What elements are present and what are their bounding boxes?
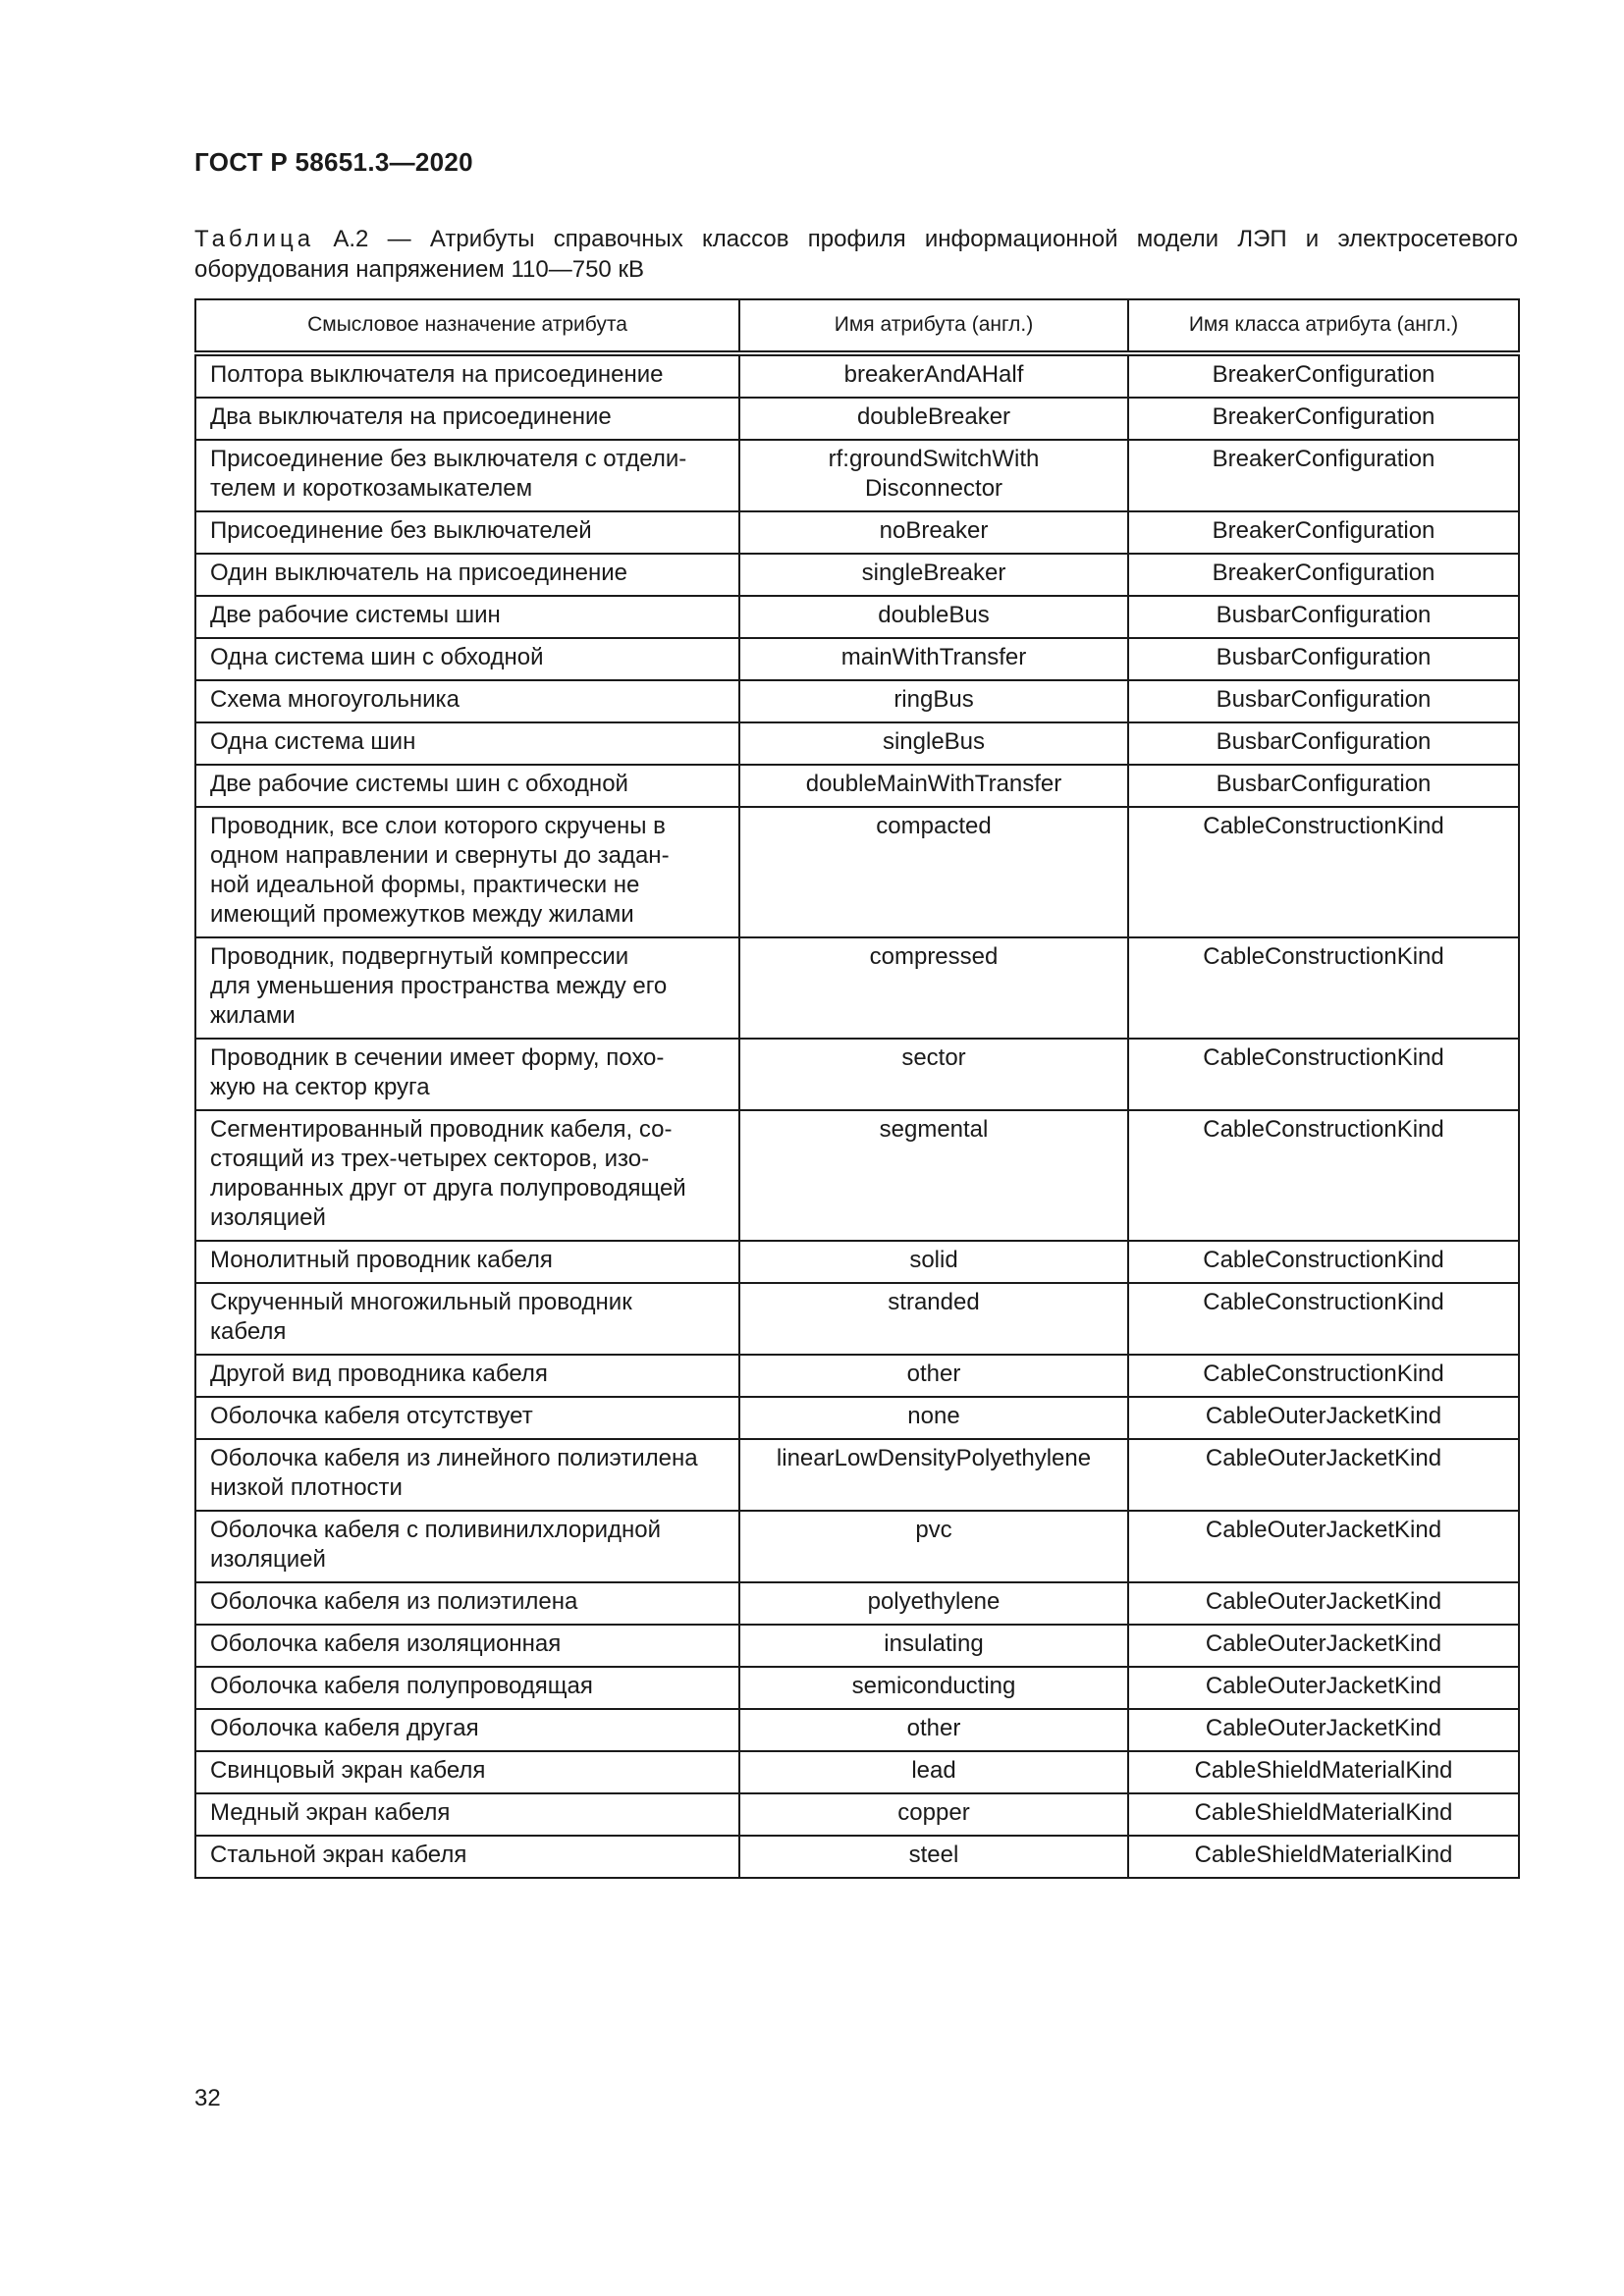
- cell-attribute-name: insulating: [739, 1625, 1128, 1667]
- cell-class-name: BreakerConfiguration: [1128, 511, 1519, 554]
- cell-class-name: BusbarConfiguration: [1128, 596, 1519, 638]
- cell-meaning: Сегментированный проводник кабеля, со- стоящий из трех-четырех секторов, изо- лированных друг от друга полупроводящей изоляцией: [195, 1110, 739, 1241]
- cell-attribute-name: doubleBreaker: [739, 398, 1128, 440]
- cell-meaning: Две рабочие системы шин с обходной: [195, 765, 739, 807]
- cell-meaning: Присоединение без выключателей: [195, 511, 739, 554]
- table-row: [195, 638, 1519, 680]
- table-row: [195, 1397, 1519, 1439]
- cell-class-name: CableOuterJacketKind: [1128, 1439, 1519, 1511]
- column-header-meaning: Смысловое назначение атрибута: [195, 299, 739, 353]
- cell-attribute-name: linearLowDensityPolyethylene: [739, 1439, 1128, 1511]
- cell-meaning: Медный экран кабеля: [195, 1793, 739, 1836]
- cell-meaning: Оболочка кабеля с поливинилхлоридной изоляцией: [195, 1511, 739, 1582]
- table-row: [195, 1836, 1519, 1878]
- table-row: [195, 1439, 1519, 1511]
- table-row: [195, 807, 1519, 937]
- column-header-class-name: Имя класса атрибута (англ.): [1128, 299, 1519, 353]
- cell-class-name: CableConstructionKind: [1128, 937, 1519, 1039]
- cell-meaning: Стальной экран кабеля: [195, 1836, 739, 1878]
- cell-meaning: Оболочка кабеля из линейного полиэтилена низкой плотности: [195, 1439, 739, 1511]
- column-header-attribute-name: Имя атрибута (англ.): [739, 299, 1128, 353]
- cell-attribute-name: lead: [739, 1751, 1128, 1793]
- cell-attribute-name: pvc: [739, 1511, 1128, 1582]
- cell-meaning: Полтора выключателя на присоединение: [195, 353, 739, 398]
- cell-attribute-name: copper: [739, 1793, 1128, 1836]
- table-row: [195, 1241, 1519, 1283]
- cell-attribute-name: mainWithTransfer: [739, 638, 1128, 680]
- table-caption-number: А.2: [333, 226, 369, 252]
- table-caption: [194, 224, 1518, 285]
- cell-attribute-name: other: [739, 1709, 1128, 1751]
- table-row: [195, 1110, 1519, 1241]
- table-row: [195, 765, 1519, 807]
- cell-meaning: Две рабочие системы шин: [195, 596, 739, 638]
- table-row: [195, 1751, 1519, 1793]
- cell-class-name: CableConstructionKind: [1128, 807, 1519, 937]
- cell-meaning: Оболочка кабеля отсутствует: [195, 1397, 739, 1439]
- table-row: [195, 1582, 1519, 1625]
- table-row: [195, 398, 1519, 440]
- attributes-table: [194, 298, 1520, 1879]
- table-row: [195, 1709, 1519, 1751]
- cell-class-name: CableOuterJacketKind: [1128, 1667, 1519, 1709]
- cell-attribute-name: other: [739, 1355, 1128, 1397]
- table-row: [195, 937, 1519, 1039]
- cell-meaning: Один выключатель на присоединение: [195, 554, 739, 596]
- cell-meaning: Оболочка кабеля изоляционная: [195, 1625, 739, 1667]
- cell-class-name: CableConstructionKind: [1128, 1110, 1519, 1241]
- cell-attribute-name: rf:groundSwitchWith Disconnector: [739, 440, 1128, 511]
- cell-class-name: CableConstructionKind: [1128, 1355, 1519, 1397]
- table-row: [195, 440, 1519, 511]
- table-row: [195, 1039, 1519, 1110]
- cell-class-name: CableShieldMaterialKind: [1128, 1751, 1519, 1793]
- cell-class-name: BreakerConfiguration: [1128, 353, 1519, 398]
- table-row: [195, 511, 1519, 554]
- table-row: [195, 680, 1519, 722]
- cell-meaning: Проводник в сечении имеет форму, похо- жую на сектор круга: [195, 1039, 739, 1110]
- table-row: [195, 1511, 1519, 1582]
- cell-meaning: Присоединение без выключателя с отдели- телем и короткозамыкателем: [195, 440, 739, 511]
- cell-class-name: CableConstructionKind: [1128, 1039, 1519, 1110]
- document-header: ГОСТ Р 58651.3—2020: [194, 147, 473, 177]
- cell-meaning: Два выключателя на присоединение: [195, 398, 739, 440]
- cell-attribute-name: none: [739, 1397, 1128, 1439]
- cell-meaning: Монолитный проводник кабеля: [195, 1241, 739, 1283]
- cell-meaning: Оболочка кабеля полупроводящая: [195, 1667, 739, 1709]
- table-body: [195, 353, 1519, 1878]
- table-caption-text: — Атрибуты справочных классов профиля информационной модели ЛЭП и электросетевого оборудования напряжением 110—750 кВ: [194, 226, 1519, 283]
- cell-class-name: CableOuterJacketKind: [1128, 1709, 1519, 1751]
- cell-attribute-name: doubleMainWithTransfer: [739, 765, 1128, 807]
- cell-meaning: Схема многоугольника: [195, 680, 739, 722]
- cell-class-name: BusbarConfiguration: [1128, 680, 1519, 722]
- page-number: 32: [194, 2085, 221, 2111]
- cell-meaning: Скрученный многожильный проводник кабеля: [195, 1283, 739, 1355]
- cell-class-name: BreakerConfiguration: [1128, 398, 1519, 440]
- cell-attribute-name: doubleBus: [739, 596, 1128, 638]
- cell-meaning: Одна система шин: [195, 722, 739, 765]
- cell-attribute-name: singleBreaker: [739, 554, 1128, 596]
- cell-attribute-name: stranded: [739, 1283, 1128, 1355]
- cell-class-name: BreakerConfiguration: [1128, 554, 1519, 596]
- table-row: [195, 353, 1519, 398]
- cell-class-name: CableOuterJacketKind: [1128, 1582, 1519, 1625]
- cell-class-name: CableConstructionKind: [1128, 1241, 1519, 1283]
- cell-class-name: BusbarConfiguration: [1128, 638, 1519, 680]
- cell-class-name: BreakerConfiguration: [1128, 440, 1519, 511]
- cell-attribute-name: singleBus: [739, 722, 1128, 765]
- table-caption-label: Таблица: [194, 226, 315, 252]
- cell-attribute-name: noBreaker: [739, 511, 1128, 554]
- table-row: [195, 554, 1519, 596]
- cell-attribute-name: breakerAndAHalf: [739, 353, 1128, 398]
- cell-meaning: Оболочка кабеля из полиэтилена: [195, 1582, 739, 1625]
- table-header-row: [195, 299, 1519, 353]
- cell-attribute-name: polyethylene: [739, 1582, 1128, 1625]
- cell-class-name: CableShieldMaterialKind: [1128, 1836, 1519, 1878]
- cell-class-name: CableConstructionKind: [1128, 1283, 1519, 1355]
- cell-class-name: BusbarConfiguration: [1128, 765, 1519, 807]
- cell-class-name: CableOuterJacketKind: [1128, 1397, 1519, 1439]
- table-row: [195, 1667, 1519, 1709]
- cell-meaning: Оболочка кабеля другая: [195, 1709, 739, 1751]
- cell-meaning: Свинцовый экран кабеля: [195, 1751, 739, 1793]
- cell-attribute-name: compacted: [739, 807, 1128, 937]
- cell-class-name: CableShieldMaterialKind: [1128, 1793, 1519, 1836]
- table-row: [195, 1625, 1519, 1667]
- cell-attribute-name: sector: [739, 1039, 1128, 1110]
- table-row: [195, 596, 1519, 638]
- cell-meaning: Другой вид проводника кабеля: [195, 1355, 739, 1397]
- table-row: [195, 722, 1519, 765]
- table-row: [195, 1283, 1519, 1355]
- cell-attribute-name: steel: [739, 1836, 1128, 1878]
- cell-meaning: Одна система шин с обходной: [195, 638, 739, 680]
- cell-attribute-name: segmental: [739, 1110, 1128, 1241]
- cell-attribute-name: ringBus: [739, 680, 1128, 722]
- cell-attribute-name: solid: [739, 1241, 1128, 1283]
- cell-class-name: BusbarConfiguration: [1128, 722, 1519, 765]
- cell-attribute-name: compressed: [739, 937, 1128, 1039]
- table-row: [195, 1793, 1519, 1836]
- cell-meaning: Проводник, подвергнутый компрессии для уменьшения пространства между его жилами: [195, 937, 739, 1039]
- cell-meaning: Проводник, все слои которого скручены в одном направлении и свернуты до задан- ной идеальной формы, практически не имеющий промежутков между жилами: [195, 807, 739, 937]
- table-row: [195, 1355, 1519, 1397]
- cell-attribute-name: semiconducting: [739, 1667, 1128, 1709]
- cell-class-name: CableOuterJacketKind: [1128, 1511, 1519, 1582]
- cell-class-name: CableOuterJacketKind: [1128, 1625, 1519, 1667]
